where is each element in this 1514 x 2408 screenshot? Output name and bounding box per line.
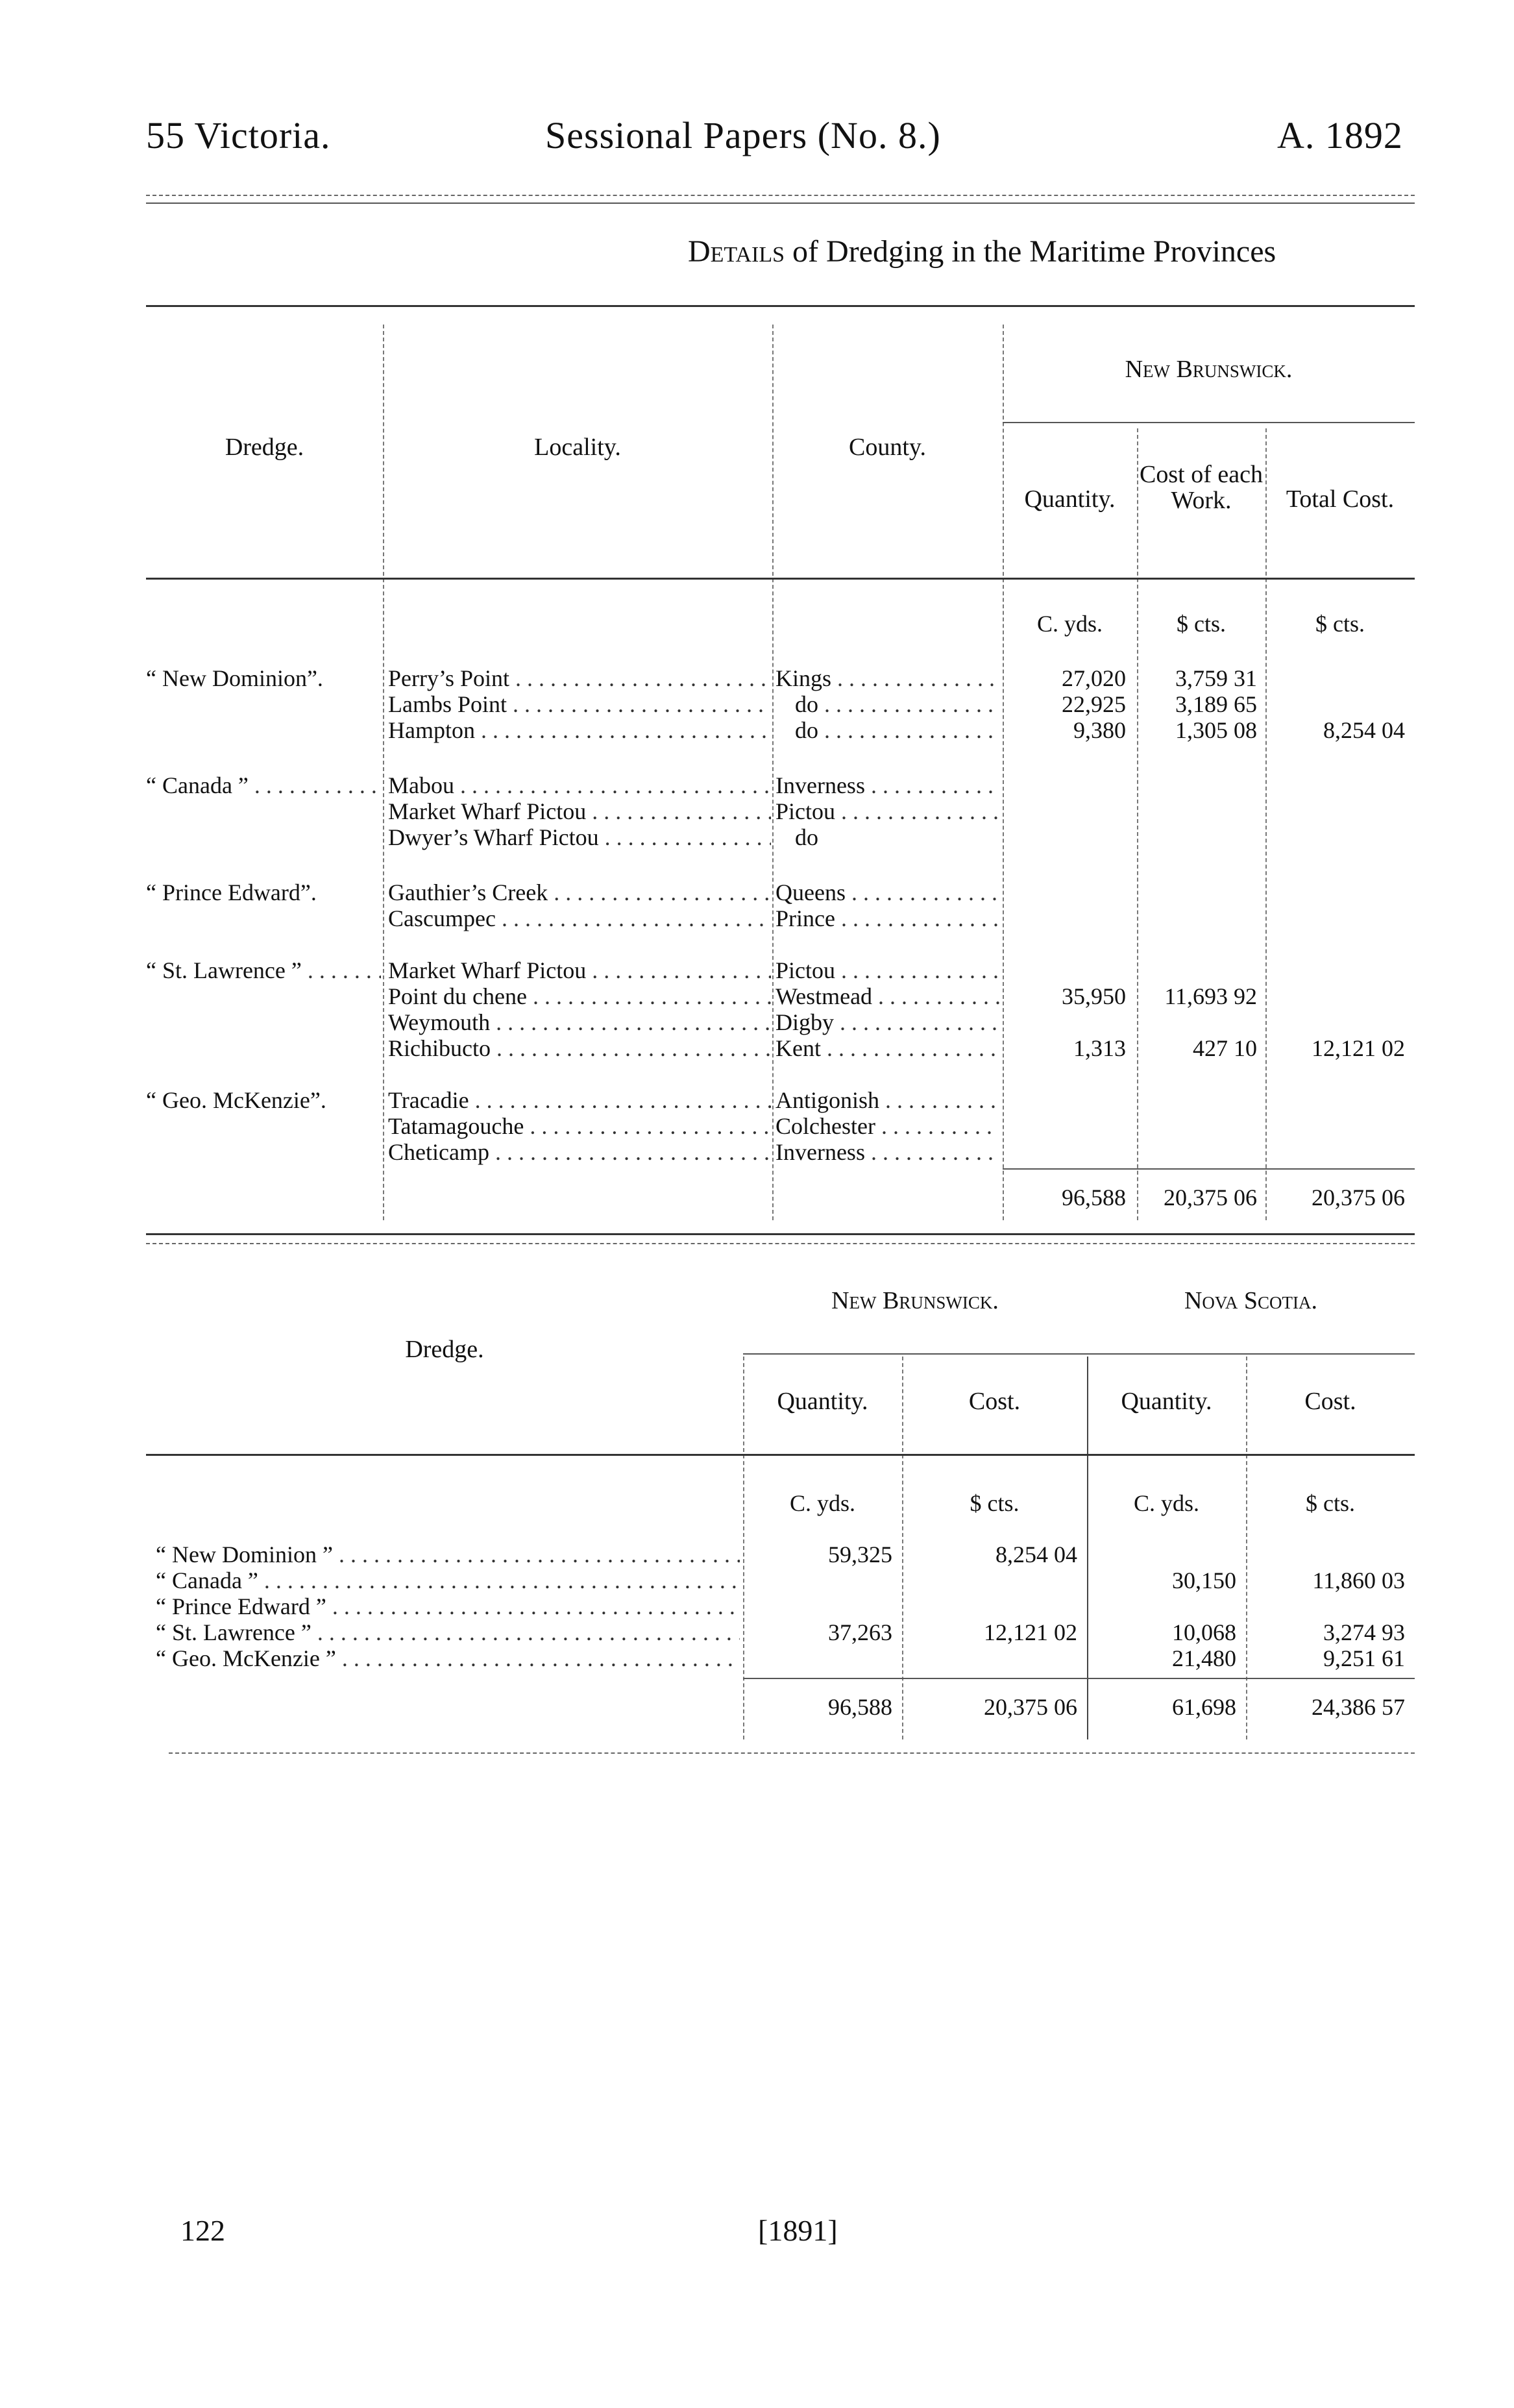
- table2-unit-quantity-nb: C. yds.: [789, 1490, 856, 1516]
- table1-col-total: Total Cost.: [1286, 485, 1395, 513]
- header-year: A. 1892: [1277, 114, 1403, 156]
- table1-row3-cost: 1,305 08: [1175, 717, 1257, 743]
- table1-row1-locality: Perry’s Point . . .: [388, 665, 771, 691]
- table1-row5-locality: Market Wharf Pictou . . .: [388, 798, 771, 824]
- caption-text: of Dredging in the Maritime Provinces: [792, 234, 1276, 269]
- table1-row9-dredge: “ St. Lawrence ” . . .: [146, 957, 381, 983]
- table1-row6-locality: Dwyer’s Wharf Pictou . . .: [388, 824, 771, 850]
- table2-bottom-rule: [169, 1752, 1415, 1754]
- table1-row4-dredge: “ Canada ” . . .: [146, 772, 380, 798]
- table1-top-rule: [146, 305, 1415, 307]
- table2-row2-ns-cost: 11,860 03: [1312, 1567, 1405, 1593]
- table1-col-quantity: Quantity.: [1024, 485, 1116, 513]
- table1-col-locality: Locality.: [534, 434, 621, 461]
- table1-row12-total: 12,121 02: [1312, 1035, 1405, 1061]
- table1-row9-locality: Market Wharf Pictou . . .: [388, 957, 771, 983]
- table1-unit-quantity: C. yds.: [1036, 611, 1103, 637]
- table1-row7-locality: Gauthier’s Creek . . .: [388, 879, 771, 905]
- table1-header-rule: [146, 578, 1415, 580]
- header-rule: [146, 195, 1415, 196]
- caption-lead: Details: [688, 234, 785, 269]
- table1-row3-locality: Hampton . . .: [388, 717, 771, 743]
- table2-total-nb-quantity: 96,588: [828, 1694, 892, 1720]
- table2-col-quantity-ns: Quantity.: [1121, 1388, 1212, 1415]
- table2-row2-ns-quantity: 30,150: [1172, 1567, 1236, 1593]
- table1-row2-cost: 3,189 65: [1175, 691, 1257, 717]
- table2-row4-nb-cost: 12,121 02: [984, 1619, 1077, 1645]
- table2-col-cost-nb: Cost.: [968, 1388, 1021, 1415]
- table2-row5-ns-cost: 9,251 61: [1323, 1645, 1405, 1671]
- table1-total-quantity: 96,588: [1062, 1185, 1126, 1210]
- table1-vline-4: [1137, 428, 1138, 1220]
- table2-row1-dredge: “ New Dominion ” . . .: [156, 1542, 740, 1567]
- table1-total-total: 20,375 06: [1312, 1185, 1405, 1210]
- table1-row12-county: Kent . . .: [775, 1035, 999, 1061]
- table2-col-cost-ns: Cost.: [1304, 1388, 1356, 1415]
- table2-group-rule: [743, 1353, 1415, 1355]
- table1-vline-5: [1265, 428, 1267, 1220]
- table2-totals-rule: [743, 1678, 1415, 1679]
- table1-unit-cost-each: $ cts.: [1177, 611, 1226, 637]
- page-number: 122: [180, 2214, 225, 2247]
- header-title: Sessional Papers (No. 8.): [545, 114, 941, 156]
- table1-row3-total: 8,254 04: [1323, 717, 1405, 743]
- table1-group-new-brunswick: New Brunswick.: [1125, 356, 1293, 383]
- table1-row10-county: Westmead . . .: [775, 983, 999, 1009]
- table1-row13-dredge: “ Geo. McKenzie”.: [146, 1087, 326, 1113]
- table1-row13-locality: Tracadie . . .: [388, 1087, 771, 1113]
- table1-row3-quantity: 9,380: [1073, 717, 1126, 743]
- table2-row4-nb-quantity: 37,263: [828, 1619, 892, 1645]
- table1-row13-county: Antigonish . . .: [775, 1087, 999, 1113]
- table2-row3-dredge: “ Prince Edward ” . . .: [156, 1593, 740, 1619]
- table1-row15-locality: Cheticamp . . .: [388, 1139, 771, 1165]
- table1-row10-locality: Point du chene . . .: [388, 983, 771, 1009]
- table1-row8-county: Prince . . .: [775, 905, 999, 931]
- table1-row7-county: Queens . . .: [775, 879, 999, 905]
- table1-row10-cost: 11,693 92: [1164, 983, 1257, 1009]
- table2-row1-nb-quantity: 59,325: [828, 1542, 892, 1567]
- table1-row2-quantity: 22,925: [1062, 691, 1126, 717]
- table1-row7-dredge: “ Prince Edward”.: [146, 879, 317, 905]
- table1-row3-county: do . . .: [795, 717, 999, 743]
- header-session: 55 Victoria.: [146, 114, 331, 156]
- table2-col-dredge: Dredge.: [405, 1336, 484, 1363]
- table2-header-rule: [146, 1454, 1415, 1456]
- header-rule-2: [146, 203, 1415, 204]
- table2-row4-ns-quantity: 10,068: [1172, 1619, 1236, 1645]
- table2-unit-cost-nb: $ cts.: [970, 1490, 1020, 1516]
- table1-row6-county: do: [795, 824, 818, 850]
- table1-row12-cost: 427 10: [1193, 1035, 1257, 1061]
- table2-row4-dredge: “ St. Lawrence ” . . .: [156, 1619, 740, 1645]
- table1-col-county: County.: [849, 434, 926, 461]
- table1-row4-locality: Mabou . . .: [388, 772, 771, 798]
- table1-row12-locality: Richibucto . . .: [388, 1035, 771, 1061]
- table2-col-quantity-nb: Quantity.: [777, 1388, 868, 1415]
- table1-row2-locality: Lambs Point . . .: [388, 691, 771, 717]
- table1-row14-county: Colchester . . .: [775, 1113, 999, 1139]
- table1-row11-locality: Weymouth . . .: [388, 1009, 771, 1035]
- table1-vline-3: [1003, 325, 1004, 1220]
- table1-row4-county: Inverness . . .: [775, 772, 999, 798]
- table1-row10-quantity: 35,950: [1062, 983, 1126, 1009]
- table2-total-ns-quantity: 61,698: [1172, 1694, 1236, 1720]
- table2-total-ns-cost: 24,386 57: [1312, 1694, 1405, 1720]
- table2-row2-dredge: “ Canada ” . . .: [156, 1567, 740, 1593]
- table2-row4-ns-cost: 3,274 93: [1323, 1619, 1405, 1645]
- table1-totals-rule: [1003, 1168, 1415, 1170]
- table1-group-rule: [1003, 422, 1415, 423]
- table1-row1-county: Kings . . .: [775, 665, 999, 691]
- table1-row1-dredge: “ New Dominion”.: [146, 665, 323, 691]
- table1-total-cost: 20,375 06: [1164, 1185, 1257, 1210]
- table2-unit-cost-ns: $ cts.: [1306, 1490, 1355, 1516]
- table1-row15-county: Inverness . . .: [775, 1139, 999, 1165]
- table1-row9-county: Pictou . . .: [775, 957, 999, 983]
- table1-row5-county: Pictou . . .: [775, 798, 999, 824]
- table1-row1-cost: 3,759 31: [1175, 665, 1257, 691]
- table1-row11-county: Digby . . .: [775, 1009, 999, 1035]
- footer-year: [1891]: [758, 2214, 838, 2247]
- table2-row1-nb-cost: 8,254 04: [995, 1542, 1077, 1567]
- table1-row2-county: do . . .: [795, 691, 999, 717]
- table2-group-nova-scotia: Nova Scotia.: [1184, 1287, 1318, 1314]
- table-caption: [688, 234, 1276, 269]
- table2-group-new-brunswick: New Brunswick.: [831, 1287, 999, 1314]
- table1-row8-locality: Cascumpec . . .: [388, 905, 771, 931]
- table2-total-nb-cost: 20,375 06: [984, 1694, 1077, 1720]
- table1-col-cost-each: Cost of each Work.: [1140, 461, 1263, 514]
- table1-bottom-rule: [146, 1233, 1415, 1235]
- table1-row1-quantity: 27,020: [1062, 665, 1126, 691]
- table2-unit-quantity-ns: C. yds.: [1133, 1490, 1200, 1516]
- table2-row5-dredge: “ Geo. McKenzie ” . . .: [156, 1645, 740, 1671]
- table1-row14-locality: Tatamagouche . . .: [388, 1113, 771, 1139]
- table1-bottom-rule-2: [146, 1243, 1415, 1244]
- table1-col-dredge: Dredge.: [225, 434, 304, 461]
- table1-row12-quantity: 1,313: [1073, 1035, 1126, 1061]
- table2-row5-ns-quantity: 21,480: [1172, 1645, 1236, 1671]
- table1-unit-total: $ cts.: [1315, 611, 1365, 637]
